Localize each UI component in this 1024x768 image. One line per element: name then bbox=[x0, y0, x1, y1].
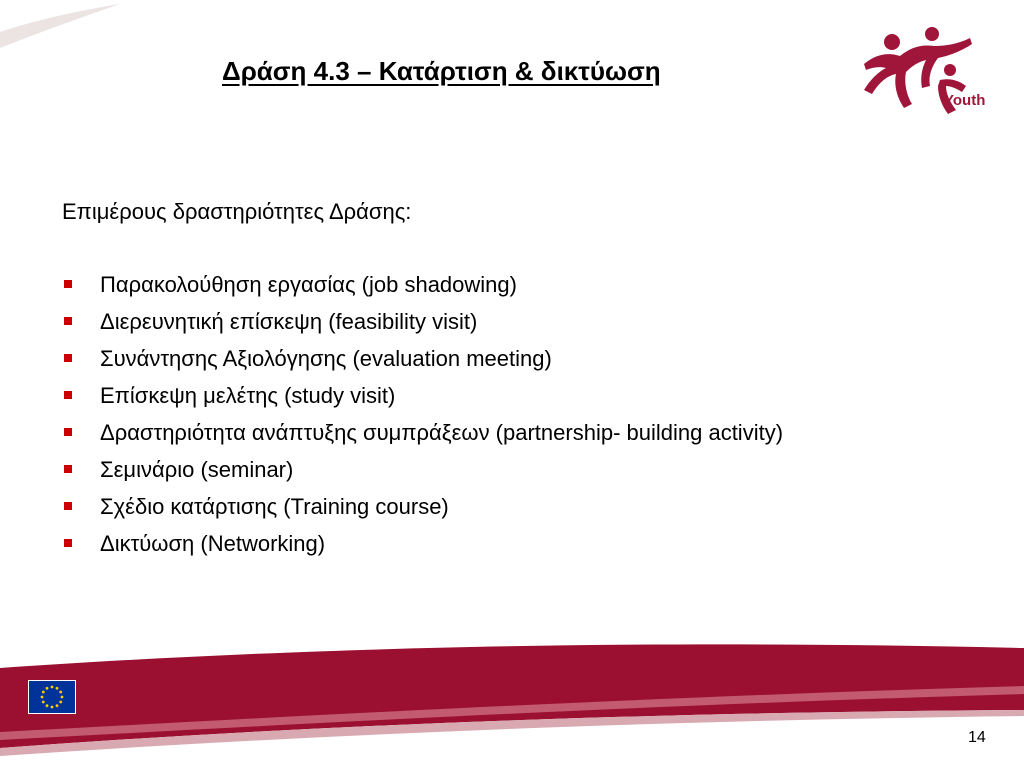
list-item-text: Παρακολούθηση εργασίας (job shadowing) bbox=[100, 272, 517, 297]
square-bullet-icon bbox=[64, 502, 72, 510]
list-item-text: Διερευνητική επίσκεψη (feasibility visit) bbox=[100, 309, 478, 334]
square-bullet-icon bbox=[64, 354, 72, 362]
logo-text: Youth bbox=[944, 92, 986, 109]
bottom-decorative-band bbox=[0, 620, 1024, 768]
list-item bbox=[62, 270, 902, 300]
list-item bbox=[62, 344, 902, 374]
intro-text: Επιμέρους δραστηριότητες Δράσης: bbox=[62, 199, 412, 224]
activity-list bbox=[62, 270, 902, 566]
page-number: 14 bbox=[968, 729, 986, 746]
list-item bbox=[62, 307, 902, 337]
top-decorative-swoosh bbox=[0, 0, 130, 60]
square-bullet-icon bbox=[64, 539, 72, 547]
list-item-text: Δικτύωση (Networking) bbox=[100, 531, 326, 556]
square-bullet-icon bbox=[64, 428, 72, 436]
list-item bbox=[62, 418, 902, 448]
square-bullet-icon bbox=[64, 280, 72, 288]
eu-flag-icon bbox=[28, 680, 76, 714]
list-item bbox=[62, 529, 902, 559]
list-item-text: Σεμινάριο (seminar) bbox=[100, 457, 294, 482]
square-bullet-icon bbox=[64, 391, 72, 399]
list-item bbox=[62, 455, 902, 485]
list-item-text: Επίσκεψη μελέτης (study visit) bbox=[100, 383, 396, 408]
list-item-text: Δραστηριότητα ανάπτυξης συμπράξεων (partnership- building activity) bbox=[100, 420, 784, 445]
square-bullet-icon bbox=[64, 465, 72, 473]
list-item bbox=[62, 381, 902, 411]
list-item-text: Συνάντησης Αξιολόγησης (evaluation meeting) bbox=[100, 346, 552, 371]
youth-programme-logo-icon bbox=[858, 24, 988, 124]
slide-title: Δράση 4.3 – Κατάρτιση & δικτύωση bbox=[222, 56, 661, 86]
list-item-text: Σχέδιο κατάρτισης (Training course) bbox=[100, 494, 449, 519]
square-bullet-icon bbox=[64, 317, 72, 325]
list-item bbox=[62, 492, 902, 522]
